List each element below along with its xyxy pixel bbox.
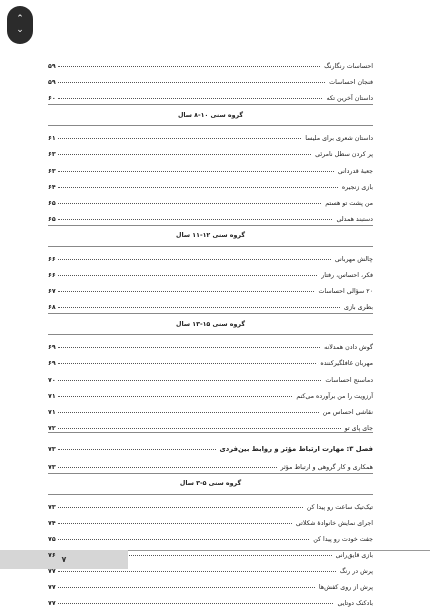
toc-entry[interactable]	[48, 158, 373, 174]
toc-entry-page: ۶۴	[48, 183, 56, 191]
leader-dots	[58, 586, 315, 588]
toc-entry-page: ۵۹	[48, 63, 56, 71]
toc-entry-page: ۷۱	[48, 392, 56, 400]
footer-rule	[128, 550, 430, 551]
toc-entry-page: ۵۹	[48, 79, 56, 87]
leader-dots	[58, 538, 310, 540]
leader-dots	[58, 379, 322, 381]
toc-entry-title: فصل ۳: مهارت ارتباط مؤثر و روابط بین‌فردی	[219, 444, 373, 453]
toc-entry-title: پر کردن سطل نامرئی	[315, 151, 373, 159]
toc-entry-title: فکر، احساس، رفتار	[321, 272, 373, 280]
toc-entry-page: ۷۷	[48, 600, 56, 607]
leader-dots	[58, 153, 311, 155]
leader-dots	[58, 570, 336, 572]
toc-entry[interactable]	[48, 416, 373, 432]
toc-entry[interactable]	[48, 527, 373, 543]
toc-entry[interactable]	[48, 453, 373, 471]
toc-entry[interactable]	[48, 86, 373, 102]
toc-entry[interactable]	[48, 384, 373, 400]
chapter-entry[interactable]	[48, 433, 373, 453]
leader-dots	[58, 258, 331, 260]
toc-entry-page: ۶۷	[48, 288, 56, 296]
leader-dots	[58, 362, 317, 364]
toc-entry[interactable]	[48, 70, 373, 86]
toc-entry-title: بادکنک دوتایی	[337, 600, 373, 607]
leader-dots	[58, 522, 292, 524]
toc-entry-page: ۶۵	[48, 215, 56, 223]
toc-entry[interactable]	[48, 126, 373, 142]
toc-entry-title: ۲۰ سؤالی احساسات	[318, 288, 373, 296]
toc-entry-page: ۶۱	[48, 135, 56, 143]
age-group-heading: گروه سنی ۵-۳ سال	[48, 473, 373, 495]
toc-entry-title: جعبهٔ قدردانی	[337, 167, 373, 175]
toc-entry[interactable]	[48, 400, 373, 416]
toc-entry[interactable]	[48, 207, 373, 223]
toc-entry[interactable]	[48, 263, 373, 279]
toc-entry[interactable]	[48, 591, 373, 607]
age-group-heading: گروه سنی ۱۰-۸ سال	[48, 104, 373, 126]
toc-entry-page: ۷۵	[48, 536, 56, 544]
leader-dots	[58, 65, 320, 67]
toc-entry-title: داستان شعری برای ملیسا	[305, 135, 373, 143]
toc-entry[interactable]	[48, 54, 373, 70]
toc-entry-page: ۶۹	[48, 344, 56, 352]
toc-entry[interactable]	[48, 575, 373, 591]
toc-entry-title: مهربان غافلگیرکننده	[320, 360, 373, 368]
table-of-contents	[48, 54, 373, 607]
leader-dots	[58, 448, 216, 450]
toc-entry-title: تیک‌تیک ساعت رو پیدا کن	[306, 503, 373, 511]
toc-entry[interactable]	[48, 295, 373, 311]
toc-entry[interactable]	[48, 367, 373, 383]
toc-entry-page: ۶۵	[48, 199, 56, 207]
toc-entry[interactable]	[48, 191, 373, 207]
toc-entry-page: ۷۳	[48, 503, 56, 511]
leader-dots	[58, 202, 322, 204]
toc-entry-title: جفت خودت رو پیدا کن	[313, 536, 373, 544]
leader-dots	[58, 218, 333, 220]
age-group-heading: گروه سنی ۱۲-۱۱ سال	[48, 225, 373, 247]
chevron-down-icon[interactable]: ⌄	[16, 25, 24, 35]
leader-dots	[58, 170, 334, 172]
toc-entry-page: ۷۶	[48, 552, 56, 560]
toc-entry-title: من پشت تو هستم	[325, 199, 373, 207]
leader-dots	[58, 411, 319, 413]
page-number: ۷	[0, 550, 128, 569]
leader-dots	[58, 506, 303, 508]
toc-entry-page: ۶۹	[48, 360, 56, 368]
toc-entry[interactable]	[48, 279, 373, 295]
toc-entry-page: ۷۰	[48, 376, 56, 384]
toc-entry[interactable]	[48, 511, 373, 527]
leader-dots	[58, 137, 302, 139]
toc-entry-title: نقاشی احساس من	[322, 408, 373, 416]
toc-entry-title: چالش مهربانی	[334, 255, 373, 263]
toc-entry-page: ۶۳	[48, 167, 56, 175]
leader-dots	[58, 81, 325, 83]
toc-entry[interactable]	[48, 175, 373, 191]
toc-entry-page: ۷۲	[48, 424, 56, 432]
leader-dots	[58, 97, 323, 99]
leader-dots	[58, 274, 318, 276]
toc-entry-title: اجرای نمایش خانوادهٔ شکلاتی	[295, 519, 373, 527]
toc-entry-title: بازی زنجیره	[341, 183, 373, 191]
toc-entry-page: ۷۳	[48, 463, 56, 471]
toc-entry-page: ۷۴	[48, 519, 56, 527]
toc-entry[interactable]	[48, 335, 373, 351]
leader-dots	[58, 602, 334, 604]
toc-entry[interactable]	[48, 247, 373, 263]
toc-entry-title: فنجان احساسات	[329, 79, 373, 87]
toc-entry-page: ۶۸	[48, 304, 56, 312]
age-group-heading: گروه سنی ۱۵-۱۳ سال	[48, 313, 373, 335]
toc-entry[interactable]	[48, 495, 373, 511]
leader-dots	[58, 346, 320, 348]
toc-entry-title: گوش دادن همدلانه	[324, 344, 373, 352]
toc-entry-page: ۷۱	[48, 408, 56, 416]
toc-entry-title: جای پای تو	[344, 424, 373, 432]
toc-entry-title: پرش در رنگ	[339, 568, 373, 576]
toc-entry-title: همکاری و کار گروهی و ارتباط مؤثر	[280, 463, 373, 471]
toc-entry-page: ۶۰	[48, 95, 56, 103]
toc-entry-page: ۶۳	[48, 151, 56, 159]
toc-entry-page: ۷۳	[48, 445, 56, 453]
toc-entry-page: ۶۶	[48, 255, 56, 263]
toc-entry-page: ۶۶	[48, 272, 56, 280]
toc-entry-title: دستبند همدلی	[336, 215, 373, 223]
page-nav-control	[7, 6, 33, 44]
chevron-up-icon[interactable]: ⌃	[16, 14, 24, 24]
toc-entry-page: ۷۷	[48, 584, 56, 592]
toc-entry-title: بازی قایق‌رانی	[335, 552, 373, 560]
toc-entry[interactable]	[48, 142, 373, 158]
leader-dots	[58, 395, 293, 397]
toc-entry-title: احساسات رنگارنگ	[324, 63, 373, 71]
toc-entry[interactable]	[48, 351, 373, 367]
leader-dots	[58, 306, 340, 308]
leader-dots	[58, 427, 341, 429]
leader-dots	[58, 466, 277, 468]
toc-entry-title: بطری بازی	[344, 304, 373, 312]
leader-dots	[58, 290, 315, 292]
toc-entry-title: داستان آخرین تکه	[326, 95, 373, 103]
toc-entry-page: ۷۷	[48, 568, 56, 576]
toc-entry-title: دماسنج احساسات	[325, 376, 373, 384]
toc-entry-title: پرش از روی کفش‌ها	[318, 584, 373, 592]
leader-dots	[58, 186, 338, 188]
toc-entry-title: آرزویت را من برآورده می‌کنم	[296, 392, 373, 400]
